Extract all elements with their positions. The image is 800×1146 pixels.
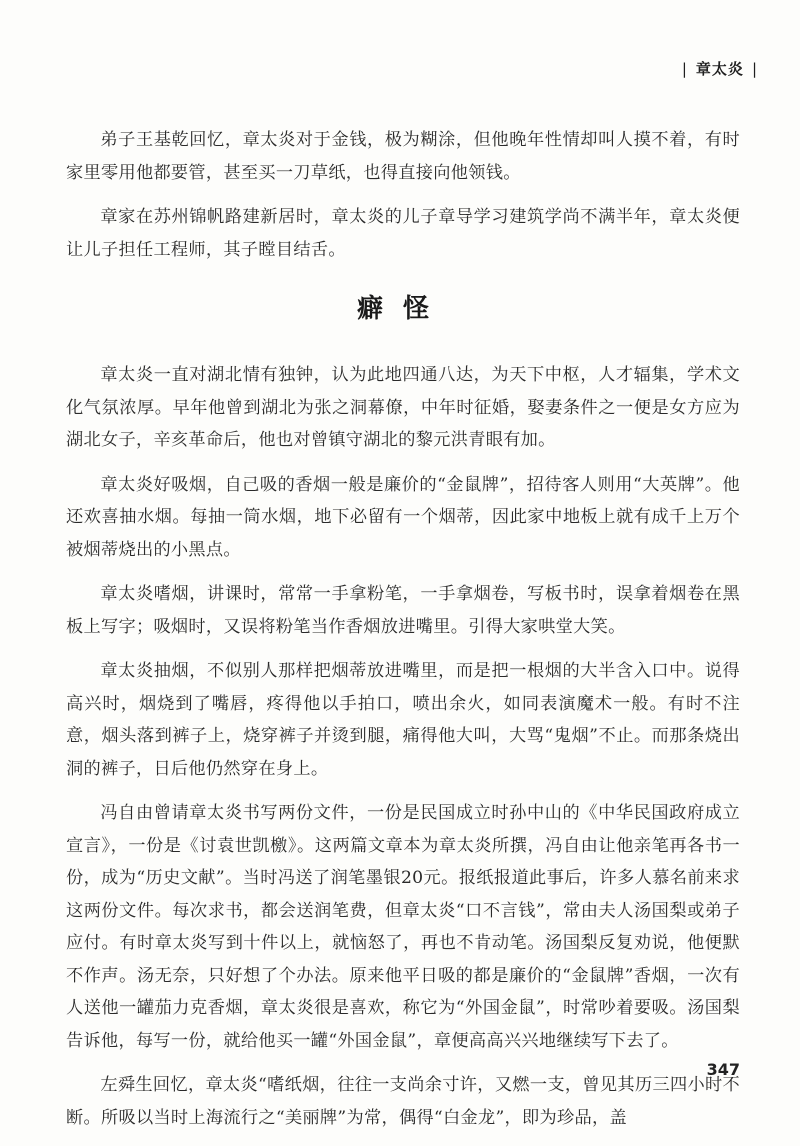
paragraph: 章太炎嗜烟，讲课时，常常一手拿粉笔，一手拿烟卷，写板书时，误拿着烟卷在黑板上写字；吸烟时，又误将粉笔当作香烟放进嘴里。引得大家哄堂大笑。: [66, 584, 740, 637]
page-number: 347: [706, 1060, 740, 1079]
page-body: [66, 124, 740, 1146]
header-left-rule: |: [681, 60, 688, 78]
paragraph: 章太炎好吸烟，自己吸的香烟一般是廉价的“金鼠牌”，招待客人则用“大英牌”。他还欢喜抽水烟。每抽一筒水烟，地下必留有一个烟蒂，因此家中地板上就有成千上万个被烟蒂烧出的小黑点。: [66, 474, 740, 560]
running-title: 章太炎: [695, 60, 744, 78]
paragraph: 弟子王基乾回忆，章太炎对于金钱，极为糊涂，但他晚年性情却叫人摸不着，有时家里零用他都要管，甚至买一刀草纸，也得直接向他领钱。: [66, 130, 740, 183]
header-right-rule: |: [751, 60, 758, 78]
paragraph: 左舜生回忆，章太炎“嗜纸烟，往往一支尚余寸许，又燃一支，曾见其历三四小时不断。所吸以当时上海流行之“美丽牌”为常，偶得“白金龙”，即为珍品，盖: [66, 1075, 740, 1128]
running-header: [674, 58, 766, 79]
section-title: 癖怪: [356, 294, 449, 324]
paragraph: 章家在苏州锦帆路建新居时，章太炎的儿子章导学习建筑学尚不满半年，章太炎便让儿子担任工程师，其子瞠目结舌。: [66, 207, 740, 260]
paragraph: 冯自由曾请章太炎书写两份文件，一份是民国成立时孙中山的《中华民国政府成立宣言》，一份是《讨袁世凯檄》。这两篇文章本为章太炎所撰，冯自由让他亲笔再各书一份，成为“历史文献”。当时冯送了润笔墨银20元。报纸报道此事后，许多人慕名前来求这两份文件。每次求书，都会送润笔费，但章太炎“口不言钱”，常由夫人汤国梨或弟子应付。有时章太炎写到十件以上，就恼怒了，再也不肯动笔。汤国梨反复劝说，他便默不作声。汤无奈，只好想了个办法。原来他平日吸的都是廉价的“金鼠牌”香烟，一次有人送他一罐茄力克香烟，章太炎很是喜欢，称它为“外国金鼠”，时常吵着要吸。汤国梨告诉他，每写一份，就给他买一罐“外国金鼠”，章便高高兴兴地继续写下去了。: [66, 803, 740, 1051]
paragraph: 章太炎抽烟，不似别人那样把烟蒂放进嘴里，而是把一根烟的大半含入口中。说得高兴时，烟烧到了嘴唇，疼得他以手拍口，喷出余火，如同表演魔术一般。有时不注意，烟头落到裤子上，烧穿裤子并烫到腿，痛得他大叫，大骂“鬼烟”不止。而那条烧出洞的裤子，日后他仍然穿在身上。: [66, 661, 740, 779]
paragraph: 章太炎一直对湖北情有独钟，认为此地四通八达，为天下中枢，人才辐集，学术文化气氛浓厚。早年他曾到湖北为张之洞幕僚，中年时征婚，娶妻条件之一便是女方应为湖北女子，辛亥革命后，他也对曾镇守湖北的黎元洪青眼有加。: [66, 365, 740, 450]
